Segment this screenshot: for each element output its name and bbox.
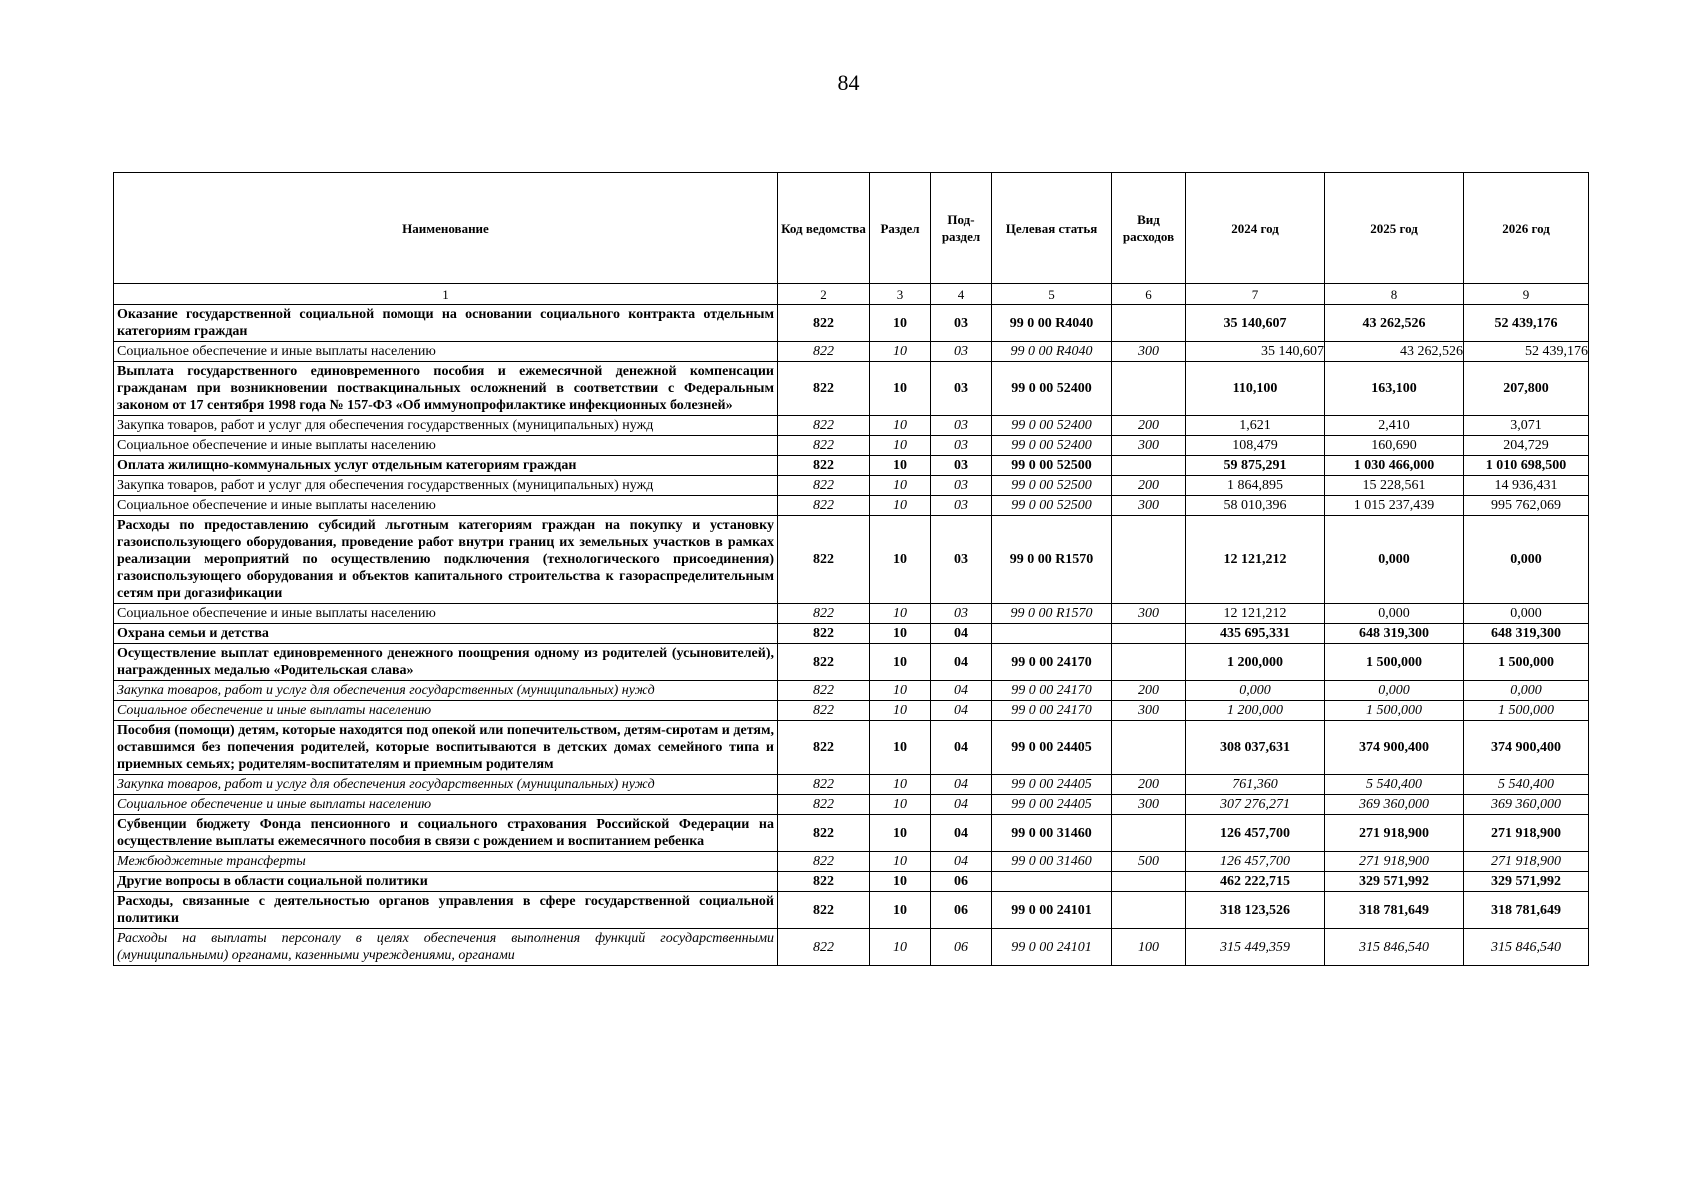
- column-number: 3: [870, 284, 931, 305]
- row-podrazdel: 04: [931, 701, 992, 721]
- row-amount-2026: 1 010 698,500: [1464, 456, 1589, 476]
- row-target-article: 99 0 00 52500: [992, 456, 1112, 476]
- row-name: Закупка товаров, работ и услуг для обеспечения государственных (муниципальных) нужд: [114, 775, 778, 795]
- row-amount-2025: 0,000: [1325, 604, 1464, 624]
- row-expense-type: 200: [1112, 416, 1186, 436]
- row-code: 822: [778, 775, 870, 795]
- row-code: 822: [778, 476, 870, 496]
- header-2025: 2025 год: [1325, 173, 1464, 284]
- row-name: Социальное обеспечение и иные выплаты населению: [114, 436, 778, 456]
- row-target-article: 99 0 00 24170: [992, 701, 1112, 721]
- row-razdel: 10: [870, 681, 931, 701]
- row-podrazdel: 03: [931, 476, 992, 496]
- row-name: Социальное обеспечение и иные выплаты населению: [114, 496, 778, 516]
- row-amount-2026: 0,000: [1464, 516, 1589, 604]
- row-code: 822: [778, 305, 870, 342]
- row-code: 822: [778, 721, 870, 775]
- row-amount-2025: 271 918,900: [1325, 815, 1464, 852]
- row-amount-2024: 110,100: [1186, 362, 1325, 416]
- row-target-article: 99 0 00 R4040: [992, 305, 1112, 342]
- row-razdel: 10: [870, 456, 931, 476]
- column-number: 2: [778, 284, 870, 305]
- row-target-article: 99 0 00 52500: [992, 476, 1112, 496]
- row-name: Субвенции бюджету Фонда пенсионного и социального страхования Российской Федерации на осуществление выплаты ежемесячного пособия в связи с рождением и воспитанием ребенка: [114, 815, 778, 852]
- header-2024: 2024 год: [1186, 173, 1325, 284]
- row-amount-2025: 1 015 237,439: [1325, 496, 1464, 516]
- row-code: 822: [778, 701, 870, 721]
- table-row: [114, 795, 1589, 815]
- row-amount-2026: 52 439,176: [1464, 342, 1589, 362]
- table-row: [114, 624, 1589, 644]
- row-expense-type: [1112, 516, 1186, 604]
- row-amount-2026: 204,729: [1464, 436, 1589, 456]
- row-code: 822: [778, 892, 870, 929]
- header-name: Наименование: [114, 173, 778, 284]
- row-name: Оказание государственной социальной помощи на основании социального контракта отдельным категориям граждан: [114, 305, 778, 342]
- row-code: 822: [778, 436, 870, 456]
- column-number: 1: [114, 284, 778, 305]
- row-amount-2026: 648 319,300: [1464, 624, 1589, 644]
- row-podrazdel: 06: [931, 872, 992, 892]
- row-amount-2026: 374 900,400: [1464, 721, 1589, 775]
- row-code: 822: [778, 872, 870, 892]
- row-expense-type: [1112, 892, 1186, 929]
- row-name: Социальное обеспечение и иные выплаты населению: [114, 604, 778, 624]
- row-podrazdel: 03: [931, 305, 992, 342]
- row-amount-2024: 462 222,715: [1186, 872, 1325, 892]
- row-expense-type: 300: [1112, 496, 1186, 516]
- column-number: 9: [1464, 284, 1589, 305]
- row-amount-2026: 3,071: [1464, 416, 1589, 436]
- row-code: 822: [778, 456, 870, 476]
- row-razdel: 10: [870, 305, 931, 342]
- table-row: [114, 416, 1589, 436]
- row-podrazdel: 04: [931, 681, 992, 701]
- row-expense-type: [1112, 362, 1186, 416]
- row-amount-2024: 35 140,607: [1186, 342, 1325, 362]
- row-razdel: 10: [870, 721, 931, 775]
- row-amount-2024: 35 140,607: [1186, 305, 1325, 342]
- table-row: [114, 721, 1589, 775]
- row-target-article: 99 0 00 52500: [992, 496, 1112, 516]
- row-expense-type: 300: [1112, 701, 1186, 721]
- column-number: 7: [1186, 284, 1325, 305]
- column-number: 4: [931, 284, 992, 305]
- row-code: 822: [778, 624, 870, 644]
- row-expense-type: [1112, 872, 1186, 892]
- row-name: Расходы на выплаты персоналу в целях обеспечения выполнения функций государственными (муниципальными) органами, казенными учреждениями, органами: [114, 929, 778, 966]
- row-razdel: 10: [870, 604, 931, 624]
- row-name: Осуществление выплат единовременного денежного поощрения одному из родителей (усыновителей), награжденных медалью «Родительская слава»: [114, 644, 778, 681]
- row-code: 822: [778, 815, 870, 852]
- row-razdel: 10: [870, 852, 931, 872]
- row-amount-2025: 15 228,561: [1325, 476, 1464, 496]
- table-row: [114, 929, 1589, 966]
- header-podrazdel: Под-раздел: [931, 173, 992, 284]
- row-amount-2024: 761,360: [1186, 775, 1325, 795]
- row-code: 822: [778, 852, 870, 872]
- row-name: Другие вопросы в области социальной политики: [114, 872, 778, 892]
- row-razdel: 10: [870, 342, 931, 362]
- row-target-article: 99 0 00 R4040: [992, 342, 1112, 362]
- row-name: Расходы, связанные с деятельностью органов управления в сфере государственной социальной политики: [114, 892, 778, 929]
- column-number: 5: [992, 284, 1112, 305]
- row-podrazdel: 03: [931, 496, 992, 516]
- row-podrazdel: 06: [931, 929, 992, 966]
- row-podrazdel: 04: [931, 644, 992, 681]
- row-podrazdel: 04: [931, 795, 992, 815]
- row-name: Социальное обеспечение и иные выплаты населению: [114, 701, 778, 721]
- table-row: [114, 852, 1589, 872]
- row-amount-2024: 126 457,700: [1186, 815, 1325, 852]
- table-row: [114, 775, 1589, 795]
- row-code: 822: [778, 516, 870, 604]
- row-razdel: 10: [870, 362, 931, 416]
- row-amount-2025: 2,410: [1325, 416, 1464, 436]
- row-name: Выплата государственного единовременного пособия и ежемесячной денежной компенсации гражданам при возникновении поствакцинальных осложнений в соответствии с Федеральным законом от 17 сентября 1998 года № 157-ФЗ «Об иммунопрофилактике инфекционных болезней»: [114, 362, 778, 416]
- row-amount-2026: 5 540,400: [1464, 775, 1589, 795]
- row-amount-2025: 648 319,300: [1325, 624, 1464, 644]
- row-amount-2024: 1 200,000: [1186, 644, 1325, 681]
- row-amount-2024: 0,000: [1186, 681, 1325, 701]
- page-number: 84: [837, 70, 860, 95]
- row-amount-2025: 160,690: [1325, 436, 1464, 456]
- row-expense-type: 300: [1112, 342, 1186, 362]
- row-name: Охрана семьи и детства: [114, 624, 778, 644]
- row-amount-2025: 0,000: [1325, 516, 1464, 604]
- table-row: [114, 644, 1589, 681]
- row-amount-2024: 318 123,526: [1186, 892, 1325, 929]
- row-target-article: 99 0 00 52400: [992, 362, 1112, 416]
- row-razdel: 10: [870, 644, 931, 681]
- row-expense-type: [1112, 721, 1186, 775]
- row-razdel: 10: [870, 795, 931, 815]
- table-body: [114, 305, 1589, 966]
- table-row: [114, 604, 1589, 624]
- row-name: Пособия (помощи) детям, которые находятся под опекой или попечительством, детям-сиротам и детям, оставшимся без попечения родителей, которые воспитываются в детских домах семейного типа и приемных семьях; родителям-воспитателям и приемным родителям: [114, 721, 778, 775]
- row-target-article: [992, 872, 1112, 892]
- row-name: Межбюджетные трансферты: [114, 852, 778, 872]
- row-razdel: 10: [870, 496, 931, 516]
- row-expense-type: [1112, 305, 1186, 342]
- row-expense-type: [1112, 644, 1186, 681]
- row-code: 822: [778, 929, 870, 966]
- row-podrazdel: 03: [931, 362, 992, 416]
- row-target-article: 99 0 00 24405: [992, 721, 1112, 775]
- column-number: 6: [1112, 284, 1186, 305]
- header-expense-type: Вид расходов: [1112, 173, 1186, 284]
- row-amount-2024: 126 457,700: [1186, 852, 1325, 872]
- row-amount-2026: 14 936,431: [1464, 476, 1589, 496]
- row-expense-type: 100: [1112, 929, 1186, 966]
- row-expense-type: 200: [1112, 476, 1186, 496]
- row-target-article: 99 0 00 24170: [992, 644, 1112, 681]
- row-amount-2024: 12 121,212: [1186, 604, 1325, 624]
- row-target-article: 99 0 00 24101: [992, 929, 1112, 966]
- row-code: 822: [778, 342, 870, 362]
- row-razdel: 10: [870, 476, 931, 496]
- table-row: [114, 701, 1589, 721]
- row-amount-2025: 0,000: [1325, 681, 1464, 701]
- table-row: [114, 305, 1589, 342]
- row-expense-type: [1112, 815, 1186, 852]
- row-podrazdel: 04: [931, 852, 992, 872]
- row-target-article: 99 0 00 52400: [992, 436, 1112, 456]
- table-row: [114, 436, 1589, 456]
- row-amount-2024: 108,479: [1186, 436, 1325, 456]
- row-amount-2024: 315 449,359: [1186, 929, 1325, 966]
- row-amount-2026: 271 918,900: [1464, 815, 1589, 852]
- row-amount-2026: 1 500,000: [1464, 644, 1589, 681]
- row-amount-2024: 1 864,895: [1186, 476, 1325, 496]
- row-podrazdel: 03: [931, 436, 992, 456]
- row-name: Расходы по предоставлению субсидий льготным категориям граждан на покупку и установку газоиспользующего оборудования, проведение работ внутри границ их земельных участков в рамках реализации мероприятий по осуществлению подключения (технологического присоединения) газоиспользующего оборудования и объектов капитального строительства к газораспределительным сетям при догазификации: [114, 516, 778, 604]
- row-expense-type: 300: [1112, 436, 1186, 456]
- header-2026: 2026 год: [1464, 173, 1589, 284]
- row-amount-2025: 1 500,000: [1325, 701, 1464, 721]
- row-amount-2024: 1,621: [1186, 416, 1325, 436]
- row-podrazdel: 03: [931, 456, 992, 476]
- row-amount-2025: 374 900,400: [1325, 721, 1464, 775]
- row-expense-type: [1112, 456, 1186, 476]
- row-podrazdel: 03: [931, 342, 992, 362]
- row-name: Социальное обеспечение и иные выплаты населению: [114, 342, 778, 362]
- row-amount-2025: 318 781,649: [1325, 892, 1464, 929]
- row-amount-2026: 369 360,000: [1464, 795, 1589, 815]
- table-row: [114, 516, 1589, 604]
- row-amount-2024: 308 037,631: [1186, 721, 1325, 775]
- header-code: Код ведомства: [778, 173, 870, 284]
- row-target-article: 99 0 00 31460: [992, 815, 1112, 852]
- row-podrazdel: 04: [931, 815, 992, 852]
- header-target-article: Целевая статья: [992, 173, 1112, 284]
- row-amount-2024: 59 875,291: [1186, 456, 1325, 476]
- row-target-article: 99 0 00 24405: [992, 795, 1112, 815]
- table-row: [114, 815, 1589, 852]
- row-expense-type: [1112, 624, 1186, 644]
- row-amount-2024: 435 695,331: [1186, 624, 1325, 644]
- row-amount-2025: 329 571,992: [1325, 872, 1464, 892]
- column-number: 8: [1325, 284, 1464, 305]
- row-amount-2024: 12 121,212: [1186, 516, 1325, 604]
- row-amount-2024: 1 200,000: [1186, 701, 1325, 721]
- row-target-article: 99 0 00 24101: [992, 892, 1112, 929]
- row-code: 822: [778, 416, 870, 436]
- row-podrazdel: 03: [931, 416, 992, 436]
- row-razdel: 10: [870, 436, 931, 456]
- row-amount-2025: 163,100: [1325, 362, 1464, 416]
- table-row: [114, 476, 1589, 496]
- row-amount-2026: 207,800: [1464, 362, 1589, 416]
- row-name: Закупка товаров, работ и услуг для обеспечения государственных (муниципальных) нужд: [114, 681, 778, 701]
- header-razdel: Раздел: [870, 173, 931, 284]
- row-code: 822: [778, 604, 870, 624]
- header-row: [114, 173, 1589, 284]
- row-expense-type: 200: [1112, 681, 1186, 701]
- row-podrazdel: 04: [931, 775, 992, 795]
- row-razdel: 10: [870, 872, 931, 892]
- row-expense-type: 300: [1112, 604, 1186, 624]
- row-name: Закупка товаров, работ и услуг для обеспечения государственных (муниципальных) нужд: [114, 476, 778, 496]
- row-amount-2024: 58 010,396: [1186, 496, 1325, 516]
- table-row: [114, 342, 1589, 362]
- row-target-article: 99 0 00 24405: [992, 775, 1112, 795]
- row-code: 822: [778, 362, 870, 416]
- row-amount-2026: 0,000: [1464, 604, 1589, 624]
- row-amount-2026: 271 918,900: [1464, 852, 1589, 872]
- row-podrazdel: 04: [931, 721, 992, 775]
- table-row: [114, 681, 1589, 701]
- row-target-article: 99 0 00 24170: [992, 681, 1112, 701]
- row-razdel: 10: [870, 892, 931, 929]
- row-name: Социальное обеспечение и иные выплаты населению: [114, 795, 778, 815]
- row-target-article: 99 0 00 R1570: [992, 604, 1112, 624]
- row-amount-2025: 1 500,000: [1325, 644, 1464, 681]
- row-expense-type: 200: [1112, 775, 1186, 795]
- table-row: [114, 496, 1589, 516]
- row-code: 822: [778, 496, 870, 516]
- row-podrazdel: 06: [931, 892, 992, 929]
- row-podrazdel: 04: [931, 624, 992, 644]
- row-amount-2025: 43 262,526: [1325, 342, 1464, 362]
- row-razdel: 10: [870, 815, 931, 852]
- row-amount-2025: 43 262,526: [1325, 305, 1464, 342]
- row-expense-type: 300: [1112, 795, 1186, 815]
- row-razdel: 10: [870, 775, 931, 795]
- row-code: 822: [778, 795, 870, 815]
- table-row: [114, 456, 1589, 476]
- row-target-article: 99 0 00 31460: [992, 852, 1112, 872]
- row-target-article: [992, 624, 1112, 644]
- budget-table: [113, 172, 1589, 966]
- row-razdel: 10: [870, 624, 931, 644]
- row-amount-2025: 5 540,400: [1325, 775, 1464, 795]
- table-row: [114, 362, 1589, 416]
- row-amount-2025: 369 360,000: [1325, 795, 1464, 815]
- row-amount-2026: 315 846,540: [1464, 929, 1589, 966]
- row-amount-2025: 315 846,540: [1325, 929, 1464, 966]
- row-amount-2026: 995 762,069: [1464, 496, 1589, 516]
- row-target-article: 99 0 00 52400: [992, 416, 1112, 436]
- row-amount-2025: 1 030 466,000: [1325, 456, 1464, 476]
- row-amount-2026: 0,000: [1464, 681, 1589, 701]
- row-razdel: 10: [870, 516, 931, 604]
- row-amount-2024: 307 276,271: [1186, 795, 1325, 815]
- table-row: [114, 872, 1589, 892]
- column-number-row: [114, 284, 1589, 305]
- row-target-article: 99 0 00 R1570: [992, 516, 1112, 604]
- row-expense-type: 500: [1112, 852, 1186, 872]
- row-amount-2026: 318 781,649: [1464, 892, 1589, 929]
- row-podrazdel: 03: [931, 516, 992, 604]
- row-amount-2026: 1 500,000: [1464, 701, 1589, 721]
- table-row: [114, 892, 1589, 929]
- row-amount-2026: 329 571,992: [1464, 872, 1589, 892]
- row-code: 822: [778, 644, 870, 681]
- row-code: 822: [778, 681, 870, 701]
- row-razdel: 10: [870, 701, 931, 721]
- row-razdel: 10: [870, 416, 931, 436]
- row-amount-2026: 52 439,176: [1464, 305, 1589, 342]
- row-podrazdel: 03: [931, 604, 992, 624]
- row-name: Закупка товаров, работ и услуг для обеспечения государственных (муниципальных) нужд: [114, 416, 778, 436]
- row-razdel: 10: [870, 929, 931, 966]
- row-amount-2025: 271 918,900: [1325, 852, 1464, 872]
- row-name: Оплата жилищно-коммунальных услуг отдельным категориям граждан: [114, 456, 778, 476]
